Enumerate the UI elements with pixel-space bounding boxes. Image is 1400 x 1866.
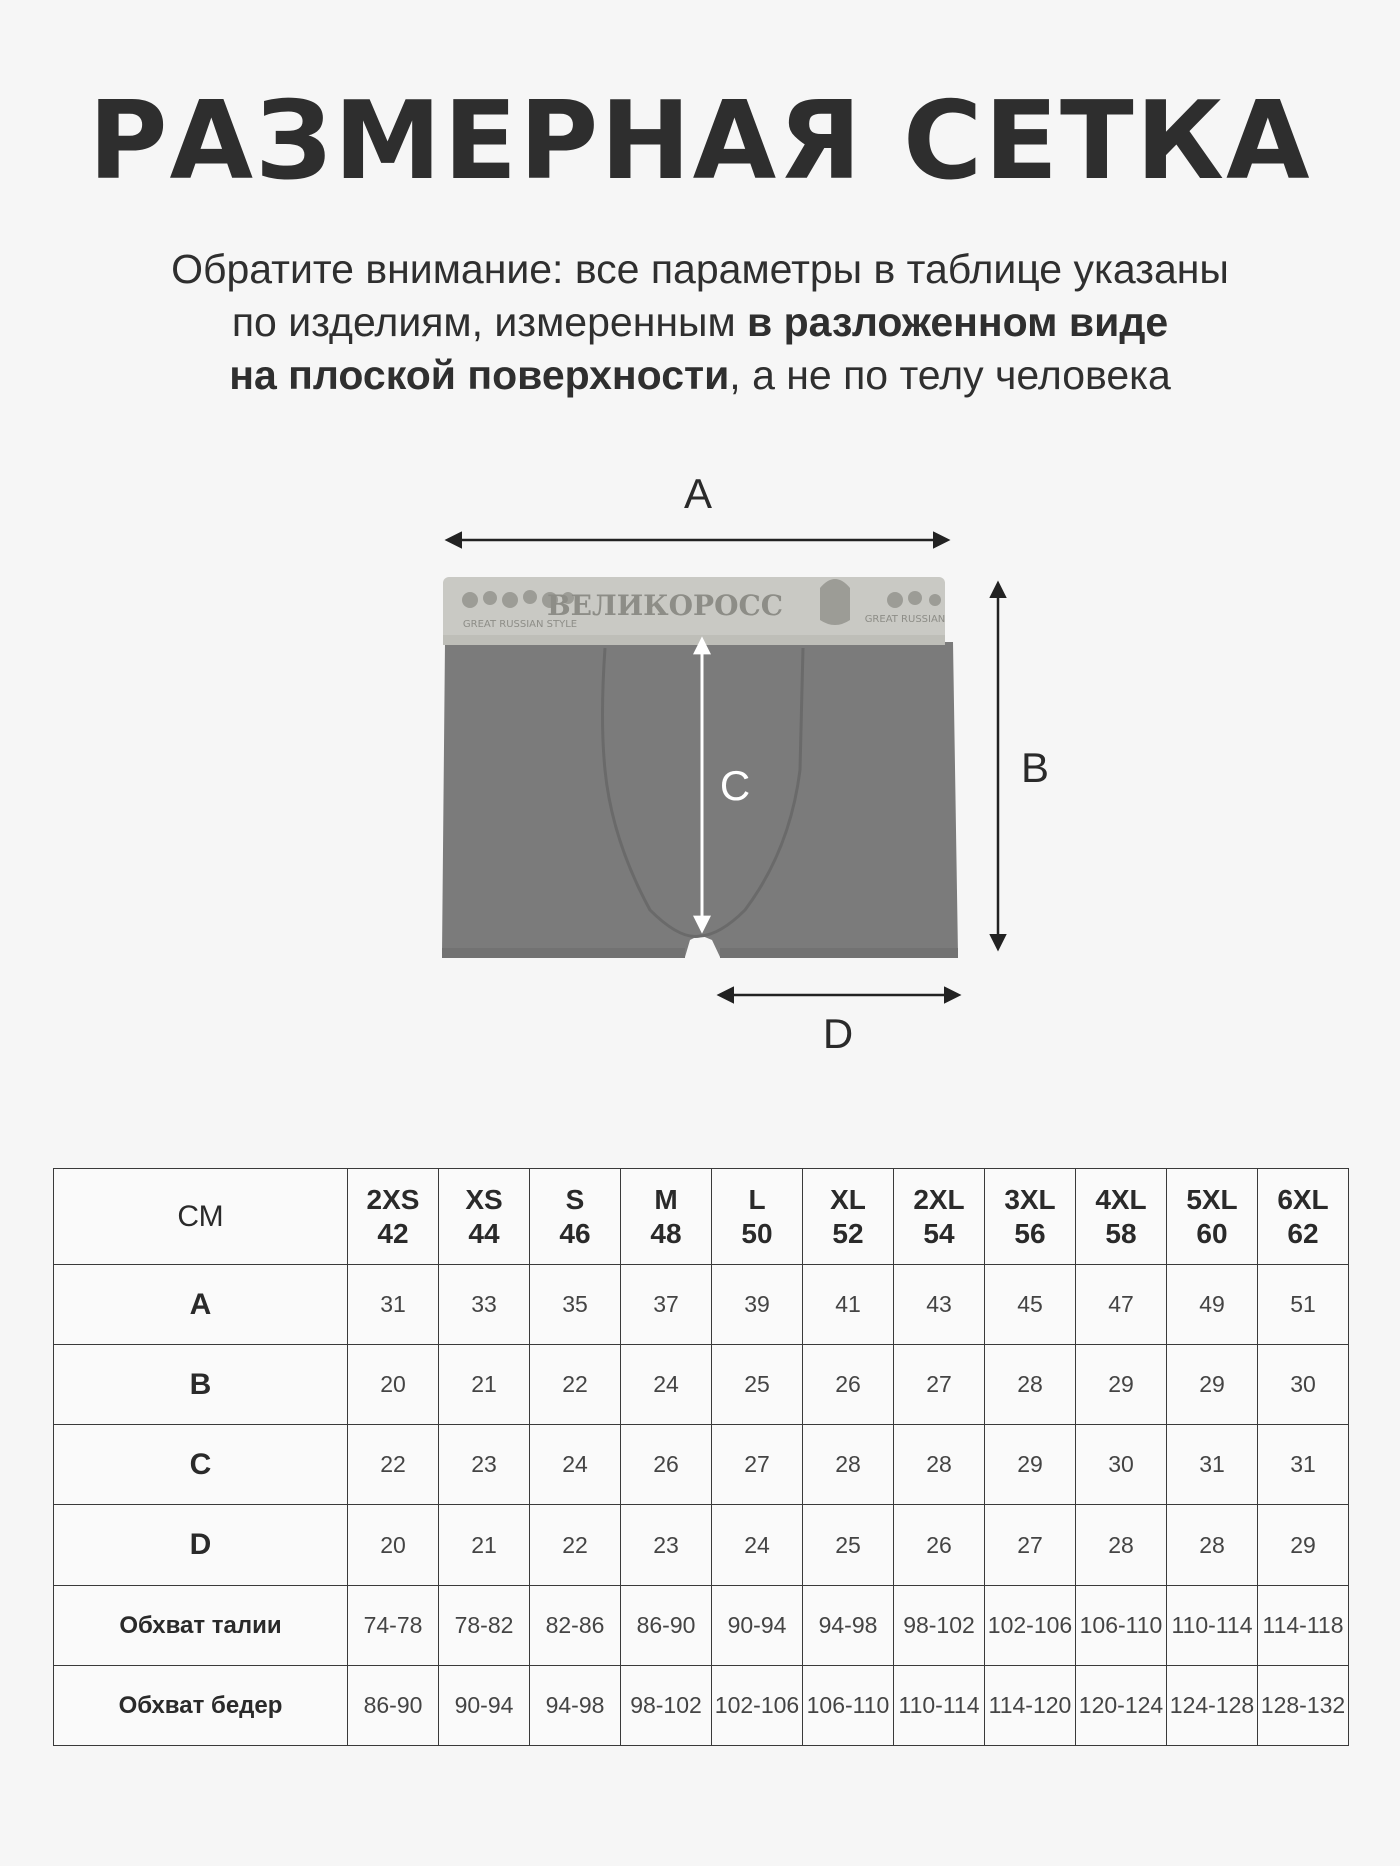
size-chart-table (53, 1168, 1349, 1746)
table-cell: 30 (1258, 1345, 1349, 1425)
table-cell: 106-110 (1076, 1586, 1167, 1666)
size-header-m (621, 1169, 712, 1265)
label-b: B (1020, 744, 1050, 791)
label-c: C (719, 762, 751, 809)
size-header-l (712, 1169, 803, 1265)
table-cell: 23 (439, 1425, 530, 1505)
table-cell: 94-98 (803, 1586, 894, 1666)
size-number: 50 (741, 1217, 773, 1249)
table-cell: 114-120 (985, 1666, 1076, 1746)
page-title: РАЗМЕРНАЯ СЕТКА (88, 79, 1312, 204)
label-d: D (822, 1010, 854, 1057)
measurement-note (0, 243, 1400, 402)
table-cell: 20 (348, 1505, 439, 1586)
table-cell: 114-118 (1258, 1586, 1349, 1666)
size-number: 54 (923, 1217, 955, 1249)
table-cell: 102-106 (985, 1586, 1076, 1666)
table-cell: 29 (1258, 1505, 1349, 1586)
size-header-row (54, 1169, 1349, 1265)
row-label: C (54, 1425, 348, 1505)
unit-header: СМ (54, 1169, 348, 1265)
table-cell: 28 (1076, 1505, 1167, 1586)
size-letter: 6XL (1277, 1183, 1329, 1215)
row-label: D (54, 1505, 348, 1586)
table-cell: 30 (1076, 1425, 1167, 1505)
note-line-2-bold: в разложенном виде (747, 299, 1169, 345)
size-letter: XS (465, 1183, 503, 1215)
table-cell: 120-124 (1076, 1666, 1167, 1746)
label-a: A (683, 470, 713, 517)
table-cell: 45 (985, 1265, 1076, 1345)
table-cell: 26 (803, 1345, 894, 1425)
note-line-3-text: , а не по телу человека (729, 352, 1171, 398)
table-cell: 23 (621, 1505, 712, 1586)
table-cell: 21 (439, 1505, 530, 1586)
table-cell: 47 (1076, 1265, 1167, 1345)
table-cell: 31 (1167, 1425, 1258, 1505)
size-letter: L (748, 1183, 766, 1215)
row-label: B (54, 1345, 348, 1425)
table-cell: 102-106 (712, 1666, 803, 1746)
note-line-2 (0, 296, 1400, 349)
table-cell: 98-102 (621, 1666, 712, 1746)
size-letter: 4XL (1095, 1183, 1147, 1215)
size-letter: M (654, 1183, 678, 1215)
size-header-xs (439, 1169, 530, 1265)
garment-body (442, 642, 958, 957)
table-cell: 110-114 (894, 1666, 985, 1746)
table-cell: 78-82 (439, 1586, 530, 1666)
table-cell: 22 (348, 1425, 439, 1505)
size-header-2xl (894, 1169, 985, 1265)
table-cell: 124-128 (1167, 1666, 1258, 1746)
note-line-3-bold: на плоской поверхности (229, 352, 730, 398)
table-cell: 28 (1167, 1505, 1258, 1586)
size-table-body (54, 1265, 1349, 1746)
table-cell: 39 (712, 1265, 803, 1345)
table-cell: 35 (530, 1265, 621, 1345)
row-label: Обхват талии (54, 1586, 348, 1666)
table-cell: 25 (803, 1505, 894, 1586)
table-cell: 25 (712, 1345, 803, 1425)
table-cell: 28 (803, 1425, 894, 1505)
table-cell: 41 (803, 1265, 894, 1345)
size-header-4xl (1076, 1169, 1167, 1265)
boxer-briefs-illustration (0, 470, 1400, 1070)
table-row (54, 1425, 1349, 1505)
size-letter: XL (830, 1183, 866, 1215)
table-cell: 21 (439, 1345, 530, 1425)
size-number: 58 (1105, 1217, 1137, 1249)
note-line-1: Обратите внимание: все параметры в таблице указаны (171, 246, 1229, 292)
table-cell: 22 (530, 1505, 621, 1586)
waistband-brand: ВЕЛИКОРОСС (546, 589, 784, 622)
table-cell: 27 (985, 1505, 1076, 1586)
row-label: Обхват бедер (54, 1666, 348, 1746)
size-letter: S (565, 1183, 585, 1215)
size-header-3xl (985, 1169, 1076, 1265)
table-cell: 74-78 (348, 1586, 439, 1666)
measurement-diagram (0, 470, 1400, 1070)
table-cell: 86-90 (348, 1666, 439, 1746)
size-number: 52 (832, 1217, 864, 1249)
table-cell: 24 (621, 1345, 712, 1425)
table-cell: 28 (985, 1345, 1076, 1425)
table-cell: 20 (348, 1345, 439, 1425)
table-row (54, 1345, 1349, 1425)
size-number: 48 (650, 1217, 682, 1249)
table-cell: 51 (1258, 1265, 1349, 1345)
row-label: A (54, 1265, 348, 1345)
size-header-s (530, 1169, 621, 1265)
table-cell: 24 (530, 1425, 621, 1505)
table-cell: 27 (894, 1345, 985, 1425)
size-number: 42 (377, 1217, 409, 1249)
size-letter: 2XL (913, 1183, 965, 1215)
table-cell: 90-94 (712, 1586, 803, 1666)
table-cell: 98-102 (894, 1586, 985, 1666)
size-number: 56 (1014, 1217, 1046, 1249)
table-cell: 29 (1076, 1345, 1167, 1425)
size-header-2xs (348, 1169, 439, 1265)
table-cell: 94-98 (530, 1666, 621, 1746)
size-letter: 2XS (366, 1183, 420, 1215)
size-header-6xl (1258, 1169, 1349, 1265)
note-line-2-text: по изделиям, измеренным (231, 299, 748, 345)
table-row (54, 1505, 1349, 1586)
waistband-tagline: GREAT RUSSIAN STYLE (462, 619, 578, 630)
table-cell: 33 (439, 1265, 530, 1345)
table-cell: 106-110 (803, 1666, 894, 1746)
table-row (54, 1586, 1349, 1666)
table-cell: 26 (894, 1505, 985, 1586)
size-header-xl (803, 1169, 894, 1265)
note-line-3 (0, 349, 1400, 402)
size-header-5xl (1167, 1169, 1258, 1265)
table-cell: 90-94 (439, 1666, 530, 1746)
waistband-tagline-right: GREAT RUSSIAN (864, 614, 946, 625)
table-cell: 28 (894, 1425, 985, 1505)
size-number: 62 (1287, 1217, 1319, 1249)
table-cell: 110-114 (1167, 1586, 1258, 1666)
table-cell: 22 (530, 1345, 621, 1425)
table-cell: 82-86 (530, 1586, 621, 1666)
table-cell: 26 (621, 1425, 712, 1505)
table-row (54, 1265, 1349, 1345)
table-cell: 27 (712, 1425, 803, 1505)
table-cell: 128-132 (1258, 1666, 1349, 1746)
size-letter: 5XL (1186, 1183, 1238, 1215)
table-cell: 37 (621, 1265, 712, 1345)
table-cell: 24 (712, 1505, 803, 1586)
table-cell: 49 (1167, 1265, 1258, 1345)
table-cell: 43 (894, 1265, 985, 1345)
table-cell: 31 (348, 1265, 439, 1345)
table-cell: 29 (1167, 1345, 1258, 1425)
size-number: 60 (1196, 1217, 1228, 1249)
table-cell: 29 (985, 1425, 1076, 1505)
table-row (54, 1666, 1349, 1746)
size-number: 46 (559, 1217, 591, 1249)
size-number: 44 (468, 1217, 500, 1249)
table-cell: 86-90 (621, 1586, 712, 1666)
size-letter: 3XL (1004, 1183, 1056, 1215)
table-cell: 31 (1258, 1425, 1349, 1505)
